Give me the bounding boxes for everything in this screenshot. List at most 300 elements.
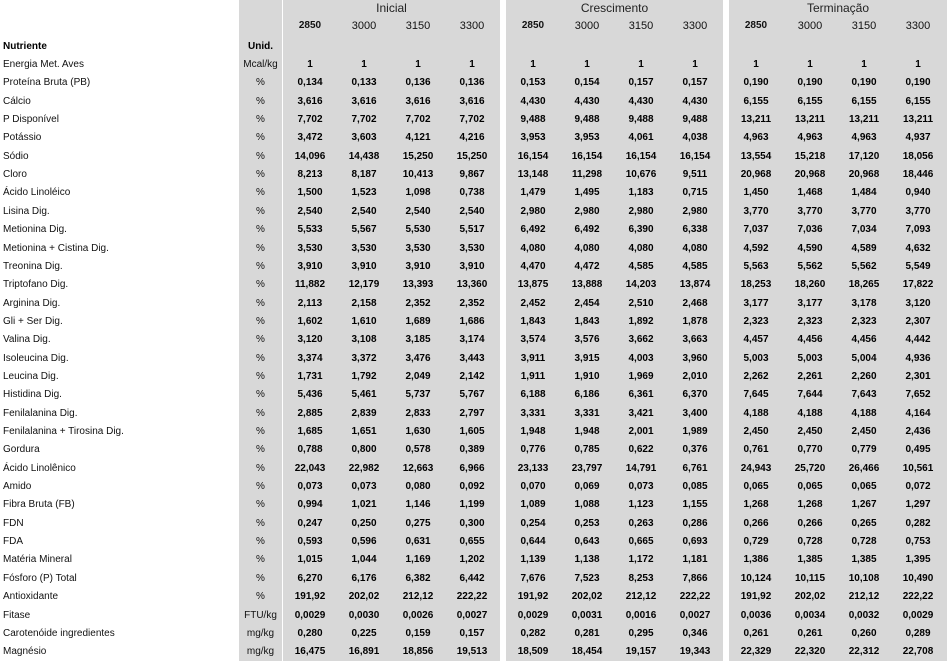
table-cell: 14,096 (294, 151, 326, 162)
table-cell: 0,286 (682, 518, 708, 529)
table-cell: 5,461 (351, 389, 377, 400)
table-cell: 2,980 (682, 206, 708, 217)
table-cell: 24,943 (740, 463, 772, 474)
table-cell: 4,456 (797, 334, 823, 345)
table-cell: 2,540 (405, 206, 431, 217)
table-cell: 10,561 (902, 463, 934, 474)
table-cell: 15,250 (402, 151, 434, 162)
table-cell: 9,511 (682, 169, 708, 180)
table-cell: 1,685 (297, 426, 323, 437)
table-cell: 0,0030 (348, 610, 380, 621)
table-cell: 0,643 (574, 536, 600, 547)
table-cell: 4,592 (743, 243, 769, 254)
table-cell: 5,562 (797, 261, 823, 272)
table-cell: 2,450 (851, 426, 877, 437)
nutrient-name: Fenilalanina + Tirosina Dig. (3, 426, 124, 437)
table-cell: 16,475 (294, 646, 326, 657)
table-cell: 6,370 (682, 389, 708, 400)
table-cell: 13,554 (740, 151, 772, 162)
table-cell: 2,540 (351, 206, 377, 217)
table-cell: 0,578 (405, 444, 431, 455)
table-cell: 5,003 (797, 353, 823, 364)
table-cell: 1,910 (574, 371, 600, 382)
table-cell: 1 (861, 59, 867, 70)
table-cell: 14,791 (625, 463, 657, 474)
table-cell: 4,585 (682, 261, 708, 272)
table-cell: 7,866 (682, 573, 708, 584)
table-cell: 0,157 (459, 628, 485, 639)
table-cell: 0,253 (574, 518, 600, 529)
group-title-crescimento: Crescimento (580, 1, 649, 15)
table-cell: 11,882 (294, 279, 326, 290)
table-cell: 2,158 (351, 298, 377, 309)
table-cell: 19,513 (456, 646, 488, 657)
table-cell: 0,300 (459, 518, 485, 529)
table-cell: 15,218 (794, 151, 826, 162)
table-cell: 1,202 (459, 554, 485, 565)
table-cell: 5,436 (297, 389, 323, 400)
table-cell: 202,02 (571, 591, 603, 602)
table-cell: 2,980 (628, 206, 654, 217)
table-cell: 13,148 (517, 169, 549, 180)
table-cell: 13,874 (679, 279, 711, 290)
table-cell: 0,788 (297, 444, 323, 455)
table-cell: 18,056 (902, 151, 934, 162)
table-cell: 3,616 (351, 96, 377, 107)
table-cell: 3,770 (743, 206, 769, 217)
table-cell: 1,268 (797, 499, 823, 510)
table-cell: 3,331 (574, 408, 600, 419)
table-cell: 0,247 (297, 518, 323, 529)
table-cell: 0,260 (851, 628, 877, 639)
table-cell: 7,036 (797, 224, 823, 235)
table-cell: 3,174 (459, 334, 485, 345)
table-cell: 6,155 (797, 96, 823, 107)
table-cell: 4,061 (628, 132, 654, 143)
nutrient-unit: % (256, 261, 265, 272)
table-cell: 19,157 (625, 646, 657, 657)
energy-level-header: 3000 (574, 20, 600, 32)
table-cell: 1 (692, 59, 698, 70)
table-cell: 2,352 (459, 298, 485, 309)
table-cell: 2,839 (351, 408, 377, 419)
table-cell: 4,121 (405, 132, 431, 143)
table-cell: 4,963 (851, 132, 877, 143)
group-title-inicial: Inicial (376, 1, 407, 15)
table-cell: 1,138 (574, 554, 600, 565)
table-cell: 10,108 (848, 573, 880, 584)
table-cell: 0,080 (405, 481, 431, 492)
nutrient-name: Carotenóide ingredientes (3, 628, 115, 639)
nutrient-unit: % (256, 371, 265, 382)
table-cell: 5,737 (405, 389, 431, 400)
table-cell: 4,080 (520, 243, 546, 254)
nutrient-name: Fitase (3, 610, 31, 621)
nutrient-unit: % (256, 206, 265, 217)
table-cell: 2,885 (297, 408, 323, 419)
table-cell: 0,190 (797, 77, 823, 88)
table-cell: 3,910 (297, 261, 323, 272)
table-cell: 1,015 (297, 554, 323, 565)
energy-level-header: 3150 (405, 20, 431, 32)
table-cell: 1 (807, 59, 813, 70)
table-cell: 3,372 (351, 353, 377, 364)
table-cell: 3,120 (905, 298, 931, 309)
table-cell: 191,92 (517, 591, 549, 602)
table-cell: 0,376 (682, 444, 708, 455)
table-cell: 13,211 (740, 114, 772, 125)
table-cell: 15,250 (456, 151, 488, 162)
unit-header: Unid. (248, 41, 273, 52)
table-cell: 7,652 (905, 389, 931, 400)
table-cell: 1,098 (405, 187, 431, 198)
table-cell: 2,797 (459, 408, 485, 419)
table-cell: 0,266 (797, 518, 823, 529)
table-cell: 0,254 (520, 518, 546, 529)
nutrient-name: Ácido Linolênico (3, 463, 76, 474)
nutrient-name: P Disponível (3, 114, 59, 125)
table-cell: 0,0029 (517, 610, 549, 621)
table-cell: 3,472 (297, 132, 323, 143)
table-cell: 12,663 (402, 463, 434, 474)
table-cell: 3,530 (297, 243, 323, 254)
table-cell: 1 (584, 59, 590, 70)
table-cell: 2,049 (405, 371, 431, 382)
table-cell: 222,22 (679, 591, 711, 602)
energy-level-header: 3300 (459, 20, 485, 32)
table-cell: 20,968 (848, 169, 880, 180)
table-cell: 1,969 (628, 371, 654, 382)
table-cell: 4,430 (574, 96, 600, 107)
table-cell: 0,693 (682, 536, 708, 547)
table-cell: 3,443 (459, 353, 485, 364)
table-cell: 3,770 (797, 206, 823, 217)
table-cell: 8,213 (297, 169, 323, 180)
table-cell: 0,0026 (402, 610, 434, 621)
table-cell: 7,702 (351, 114, 377, 125)
table-cell: 13,888 (571, 279, 603, 290)
nutrient-unit: % (256, 334, 265, 345)
nutrient-name: Triptofano Dig. (3, 279, 69, 290)
nutrient-unit: FTU/kg (244, 610, 277, 621)
table-cell: 0,065 (797, 481, 823, 492)
table-cell: 0,136 (405, 77, 431, 88)
table-cell: 5,003 (743, 353, 769, 364)
table-cell: 7,702 (405, 114, 431, 125)
table-cell: 6,176 (351, 573, 377, 584)
table-cell: 16,154 (571, 151, 603, 162)
table-cell: 191,92 (740, 591, 772, 602)
nutrient-unit: % (256, 353, 265, 364)
nutrient-name: Arginina Dig. (3, 298, 61, 309)
table-cell: 18,856 (402, 646, 434, 657)
table-cell: 23,133 (517, 463, 549, 474)
table-cell: 4,963 (743, 132, 769, 143)
table-cell: 0,065 (743, 481, 769, 492)
table-cell: 13,393 (402, 279, 434, 290)
table-cell: 0,281 (574, 628, 600, 639)
table-cell: 0,940 (905, 187, 931, 198)
table-cell: 3,120 (297, 334, 323, 345)
nutrient-unit: % (256, 389, 265, 400)
table-cell: 3,374 (297, 353, 323, 364)
table-cell: 2,450 (743, 426, 769, 437)
table-cell: 3,616 (459, 96, 485, 107)
table-cell: 1,181 (682, 554, 708, 565)
table-cell: 6,155 (905, 96, 931, 107)
nutrient-unit: % (256, 518, 265, 529)
nutrient-name: Histidina Dig. (3, 389, 62, 400)
table-cell: 0,266 (743, 518, 769, 529)
table-cell: 0,761 (743, 444, 769, 455)
table-cell: 1,843 (574, 316, 600, 327)
table-cell: 1,172 (628, 554, 654, 565)
table-cell: 1,911 (520, 371, 546, 382)
table-cell: 0,190 (851, 77, 877, 88)
nutrient-name: Amido (3, 481, 32, 492)
table-cell: 6,188 (520, 389, 546, 400)
table-cell: 3,574 (520, 334, 546, 345)
table-cell: 0,728 (797, 536, 823, 547)
nutrient-unit: % (256, 481, 265, 492)
table-cell: 11,298 (571, 169, 603, 180)
table-cell: 3,911 (520, 353, 546, 364)
table-cell: 10,115 (794, 573, 826, 584)
table-cell: 1 (753, 59, 759, 70)
table-cell: 1,630 (405, 426, 431, 437)
table-cell: 1,183 (628, 187, 654, 198)
table-cell: 0,250 (351, 518, 377, 529)
table-cell: 2,540 (297, 206, 323, 217)
table-cell: 0,263 (628, 518, 654, 529)
nutrient-name: Treonina Dig. (3, 261, 63, 272)
nutrient-name: Cálcio (3, 96, 31, 107)
table-cell: 202,02 (348, 591, 380, 602)
table-cell: 6,155 (743, 96, 769, 107)
table-cell: 4,164 (905, 408, 931, 419)
table-cell: 0,261 (797, 628, 823, 639)
table-cell: 0,295 (628, 628, 654, 639)
nutrient-name: Gli + Ser Dig. (3, 316, 63, 327)
table-cell: 1,948 (520, 426, 546, 437)
table-cell: 0,092 (459, 481, 485, 492)
table-cell: 18,509 (517, 646, 549, 657)
table-cell: 0,0036 (740, 610, 772, 621)
table-cell: 7,034 (851, 224, 877, 235)
table-cell: 2,510 (628, 298, 654, 309)
table-cell: 5,549 (905, 261, 931, 272)
table-cell: 5,517 (459, 224, 485, 235)
table-cell: 3,960 (682, 353, 708, 364)
energy-level-header: 2850 (521, 20, 545, 31)
nutrient-unit: % (256, 132, 265, 143)
nutrient-unit: % (256, 554, 265, 565)
table-cell: 3,476 (405, 353, 431, 364)
table-cell: 1,089 (520, 499, 546, 510)
table-cell: 9,488 (682, 114, 708, 125)
nutrient-name: Potássio (3, 132, 42, 143)
energy-level-header: 3000 (351, 20, 377, 32)
table-cell: 9,488 (574, 114, 600, 125)
nutrient-name: Proteína Bruta (PB) (3, 77, 91, 88)
table-cell: 2,262 (743, 371, 769, 382)
table-cell: 26,466 (848, 463, 880, 474)
table-cell: 0,073 (628, 481, 654, 492)
table-cell: 5,530 (405, 224, 431, 235)
table-cell: 0,072 (905, 481, 931, 492)
table-cell: 4,188 (797, 408, 823, 419)
nutrient-name: Ácido Linoléico (3, 187, 71, 198)
table-cell: 1,386 (743, 554, 769, 565)
table-cell: 0,134 (297, 77, 323, 88)
table-cell: 13,360 (456, 279, 488, 290)
table-cell: 0,655 (459, 536, 485, 547)
table-cell: 1,602 (297, 316, 323, 327)
table-cell: 1,878 (682, 316, 708, 327)
table-cell: 7,523 (574, 573, 600, 584)
table-cell: 3,910 (351, 261, 377, 272)
table-cell: 0,0029 (294, 610, 326, 621)
table-cell: 4,936 (905, 353, 931, 364)
table-cell: 5,563 (743, 261, 769, 272)
table-cell: 3,953 (574, 132, 600, 143)
table-cell: 0,069 (574, 481, 600, 492)
table-cell: 13,211 (902, 114, 934, 125)
nutrient-unit: % (256, 114, 265, 125)
table-cell: 18,253 (740, 279, 772, 290)
table-cell: 1,792 (351, 371, 377, 382)
table-cell: 3,185 (405, 334, 431, 345)
table-cell: 2,468 (682, 298, 708, 309)
table-cell: 0,715 (682, 187, 708, 198)
table-cell: 7,643 (851, 389, 877, 400)
table-cell: 4,430 (682, 96, 708, 107)
nutrient-unit: % (256, 591, 265, 602)
table-cell: 1,892 (628, 316, 654, 327)
table-cell: 1 (530, 59, 536, 70)
table-cell: 5,533 (297, 224, 323, 235)
table-cell: 4,585 (628, 261, 654, 272)
nutrient-unit: % (256, 463, 265, 474)
table-cell: 212,12 (625, 591, 657, 602)
table-cell: 2,980 (574, 206, 600, 217)
nutrient-name: FDA (3, 536, 23, 547)
table-cell: 2,323 (797, 316, 823, 327)
nutrient-name: FDN (3, 518, 24, 529)
table-cell: 6,361 (628, 389, 654, 400)
table-cell: 1,450 (743, 187, 769, 198)
table-cell: 6,492 (520, 224, 546, 235)
table-cell: 4,937 (905, 132, 931, 143)
table-cell: 22,982 (348, 463, 380, 474)
table-cell: 202,02 (794, 591, 826, 602)
table-cell: 3,662 (628, 334, 654, 345)
table-cell: 3,400 (682, 408, 708, 419)
nutrient-unit: % (256, 224, 265, 235)
table-cell: 16,154 (625, 151, 657, 162)
table-cell: 3,108 (351, 334, 377, 345)
table-cell: 0,994 (297, 499, 323, 510)
nutrient-unit: % (256, 316, 265, 327)
table-cell: 2,307 (905, 316, 931, 327)
table-cell: 212,12 (402, 591, 434, 602)
table-cell: 6,382 (405, 573, 431, 584)
table-cell: 2,540 (459, 206, 485, 217)
table-cell: 4,442 (905, 334, 931, 345)
table-cell: 0,190 (905, 77, 931, 88)
table-cell: 3,421 (628, 408, 654, 419)
table-cell: 3,331 (520, 408, 546, 419)
nutrient-name: Gordura (3, 444, 40, 455)
table-cell: 0,753 (905, 536, 931, 547)
nutrient-unit: % (256, 77, 265, 88)
table-cell: 6,492 (574, 224, 600, 235)
nutrient-unit: % (256, 187, 265, 198)
table-cell: 0,0016 (625, 610, 657, 621)
table-cell: 4,216 (459, 132, 485, 143)
table-cell: 22,320 (794, 646, 826, 657)
table-cell: 0,190 (743, 77, 769, 88)
table-cell: 0,0027 (679, 610, 711, 621)
table-cell: 7,644 (797, 389, 823, 400)
table-cell: 1,686 (459, 316, 485, 327)
table-cell: 5,562 (851, 261, 877, 272)
table-cell: 7,093 (905, 224, 931, 235)
table-cell: 0,133 (351, 77, 377, 88)
table-cell: 0,593 (297, 536, 323, 547)
table-cell: 191,92 (294, 591, 326, 602)
table-cell: 4,470 (520, 261, 546, 272)
table-cell: 3,178 (851, 298, 877, 309)
table-cell: 1,468 (797, 187, 823, 198)
table-cell: 0,159 (405, 628, 431, 639)
table-cell: 3,530 (459, 243, 485, 254)
table-cell: 0,073 (297, 481, 323, 492)
table-cell: 9,488 (628, 114, 654, 125)
table-cell: 18,446 (902, 169, 934, 180)
table-cell: 5,004 (851, 353, 877, 364)
table-cell: 1,484 (851, 187, 877, 198)
energy-level-header: 3150 (628, 20, 654, 32)
table-cell: 6,186 (574, 389, 600, 400)
nutrient-unit: mg/kg (246, 646, 275, 657)
table-cell: 1,123 (628, 499, 654, 510)
energy-level-header: 3300 (905, 20, 931, 32)
table-cell: 5,567 (351, 224, 377, 235)
table-cell: 0,389 (459, 444, 485, 455)
table-cell: 0,070 (520, 481, 546, 492)
table-cell: 2,260 (851, 371, 877, 382)
table-cell: 0,729 (743, 536, 769, 547)
table-cell: 16,891 (348, 646, 380, 657)
table-cell: 0,136 (459, 77, 485, 88)
table-cell: 2,301 (905, 371, 931, 382)
nutrient-name: Leucina Dig. (3, 371, 59, 382)
table-cell: 1,044 (351, 554, 377, 565)
table-cell: 0,346 (682, 628, 708, 639)
table-cell: 0,770 (797, 444, 823, 455)
table-cell: 1,297 (905, 499, 931, 510)
table-cell: 4,080 (628, 243, 654, 254)
table-cell: 2,323 (743, 316, 769, 327)
group-title-terminacao: Terminação (806, 1, 870, 15)
table-cell: 0,0029 (902, 610, 934, 621)
nutrient-name: Metionina + Cistina Dig. (3, 243, 109, 254)
table-cell: 3,910 (459, 261, 485, 272)
table-cell: 3,915 (574, 353, 600, 364)
table-cell: 14,203 (625, 279, 657, 290)
table-cell: 1,088 (574, 499, 600, 510)
